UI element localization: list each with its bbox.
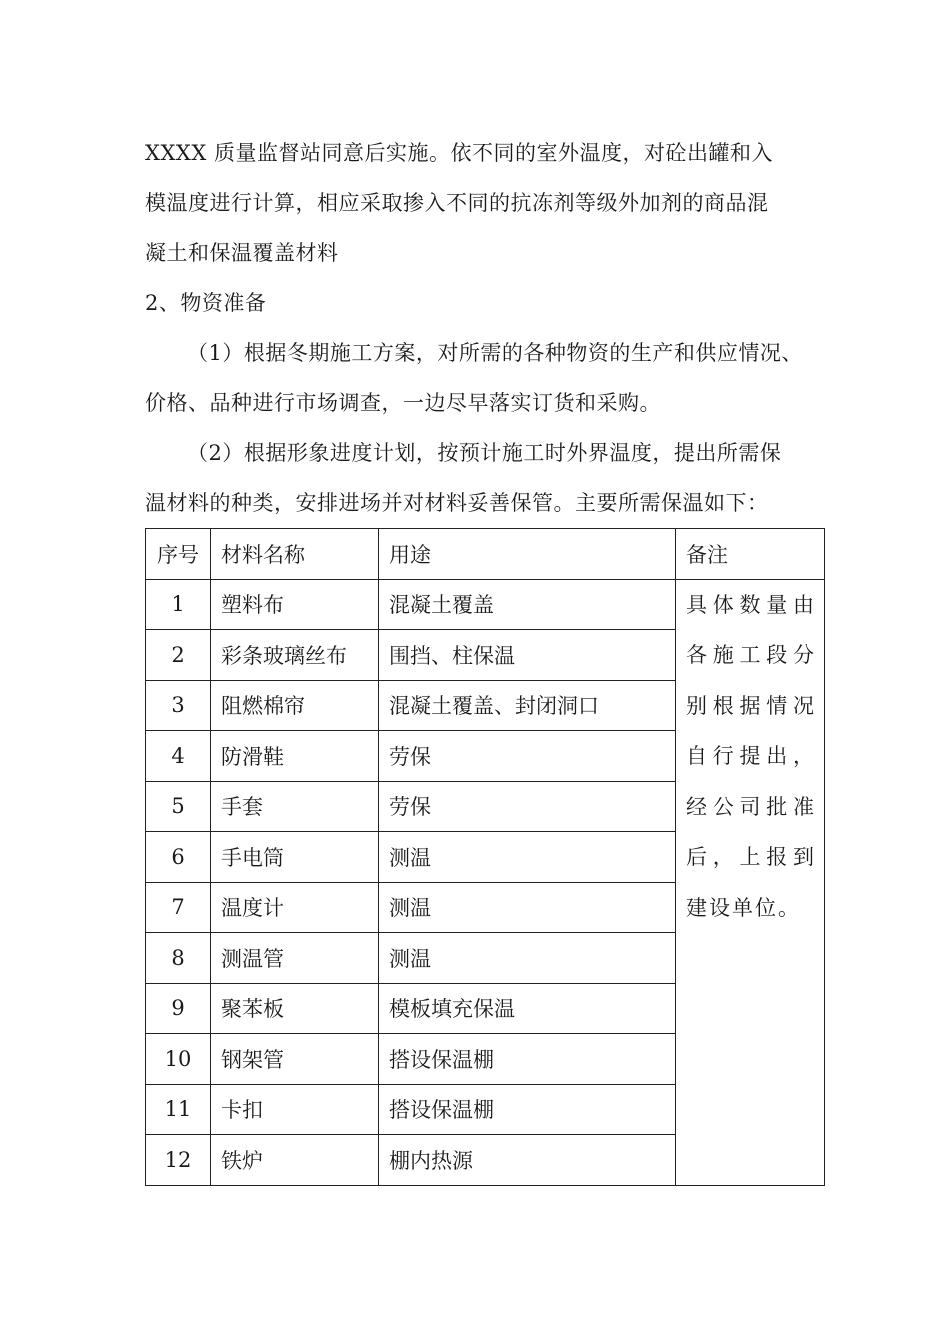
cell-material-name: 阻燃棉帘 [211, 680, 379, 731]
cell-material-name: 手套 [211, 781, 379, 832]
cell-material-name: 聚苯板 [211, 983, 379, 1034]
cell-use: 棚内热源 [379, 1135, 676, 1186]
item1-line-1: （1）根据冬期施工方案，对所需的各种物资的生产和供应情况、 [187, 341, 803, 365]
cell-no: 5 [146, 781, 211, 832]
cell-no: 9 [146, 983, 211, 1034]
intro-paragraph [145, 128, 825, 278]
cell-material-name: 温度计 [211, 882, 379, 933]
cell-use: 测温 [379, 882, 676, 933]
cell-no: 4 [146, 731, 211, 782]
intro-line-1: XXXX 质量监督站同意后实施。依不同的室外温度，对砼出罐和入 [145, 141, 773, 165]
cell-use: 测温 [379, 933, 676, 984]
cell-use: 劳保 [379, 731, 676, 782]
cell-material-name: 钢架管 [211, 1034, 379, 1085]
cell-no: 6 [146, 832, 211, 883]
cell-use: 模板填充保温 [379, 983, 676, 1034]
cell-no: 2 [146, 630, 211, 681]
cell-material-name: 铁炉 [211, 1135, 379, 1186]
cell-use: 混凝土覆盖 [379, 579, 676, 630]
cell-material-name: 防滑鞋 [211, 731, 379, 782]
intro-line-2: 模温度进行计算，相应采取掺入不同的抗冻剂等级外加剂的商品混 [145, 191, 769, 215]
cell-use: 测温 [379, 832, 676, 883]
header-no: 序号 [146, 529, 211, 580]
table-body [146, 579, 825, 1185]
cell-material-name: 卡扣 [211, 1084, 379, 1135]
cell-note [676, 579, 825, 1185]
cell-no: 7 [146, 882, 211, 933]
cell-use: 围挡、柱保温 [379, 630, 676, 681]
header-name: 材料名称 [211, 529, 379, 580]
cell-no: 1 [146, 579, 211, 630]
cell-no: 8 [146, 933, 211, 984]
table-row [146, 579, 825, 630]
cell-material-name: 彩条玻璃丝布 [211, 630, 379, 681]
item1-line-2: 价格、品种进行市场调查，一边尽早落实订货和采购。 [145, 391, 661, 415]
cell-material-name: 手电筒 [211, 832, 379, 883]
intro-line-3: 凝土和保温覆盖材料 [145, 241, 339, 265]
header-use: 用途 [379, 529, 676, 580]
cell-use: 劳保 [379, 781, 676, 832]
section-heading: 2、物资准备 [145, 291, 267, 315]
document-page [145, 128, 825, 1186]
item2-line-1: （2）根据形象进度计划，按预计施工时外界温度，提出所需保 [187, 441, 782, 465]
header-note: 备注 [676, 529, 825, 580]
cell-material-name: 塑料布 [211, 579, 379, 630]
cell-use: 搭设保温棚 [379, 1034, 676, 1085]
cell-material-name: 测温管 [211, 933, 379, 984]
cell-no: 12 [146, 1135, 211, 1186]
item2-line-2: 温材料的种类，安排进场并对材料妥善保管。主要所需保温如下： [145, 491, 769, 515]
table-header-row [146, 529, 825, 580]
item2-paragraph [145, 428, 825, 528]
note-text: 具体数量由各施工段分别根据情况自行提出，经公司批准后，上报到建设单位。 [686, 592, 816, 920]
cell-no: 10 [146, 1034, 211, 1085]
cell-use: 搭设保温棚 [379, 1084, 676, 1135]
cell-use: 混凝土覆盖、封闭洞口 [379, 680, 676, 731]
item1-paragraph [145, 328, 825, 428]
materials-table [145, 528, 825, 1186]
cell-no: 3 [146, 680, 211, 731]
cell-no: 11 [146, 1084, 211, 1135]
